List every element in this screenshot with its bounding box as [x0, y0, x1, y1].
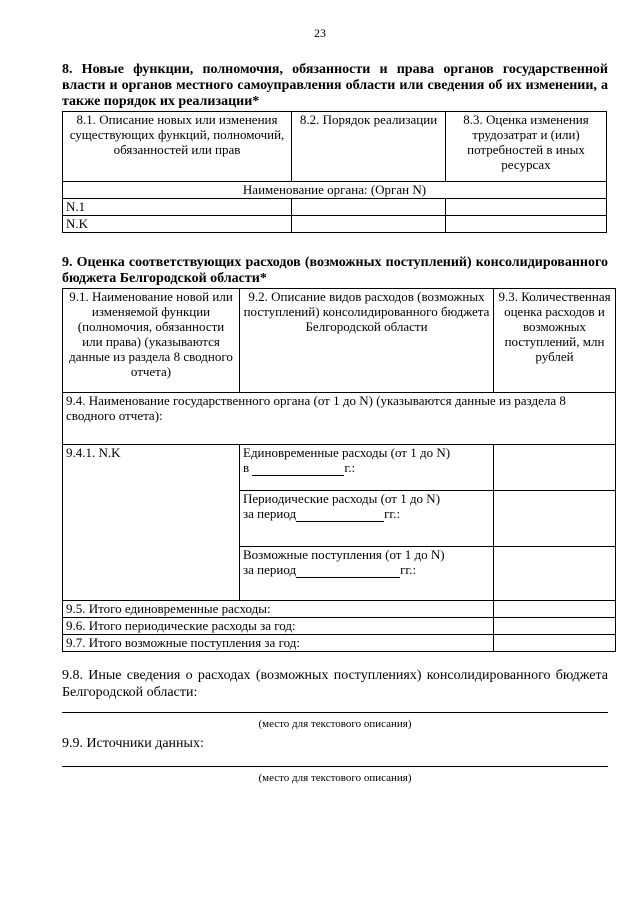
paragraph-9-9: 9.9. Источники данных:	[62, 736, 204, 751]
table-header-row	[63, 112, 607, 182]
item-cell: 9.4.1. N.K	[63, 445, 240, 601]
one-time-expenses-cell	[240, 445, 494, 491]
organ-name-cell: 9.4. Наименование государственного органа (от 1 до N) (указываются данные из раздела 8 сводного отчета):	[63, 393, 616, 445]
periodic-suffix: гг.:	[384, 506, 401, 521]
paragraph-9-8: 9.8. Иные сведения о расходах (возможных поступлениях) консолидированного бюджета Белгородской области:	[62, 668, 608, 700]
empty-cell	[494, 635, 616, 652]
table-row	[63, 445, 616, 491]
divider-line	[62, 712, 608, 713]
table-row	[63, 199, 607, 216]
empty-cell	[446, 199, 607, 216]
empty-cell	[494, 601, 616, 618]
caption-text-place-2: (место для текстового описания)	[258, 772, 412, 784]
section-8-heading: 8. Новые функции, полномочия, обязанности и права органов государственной власти и органов местного самоуправления области или сведения об их изменении, а также порядок их реализации*	[62, 62, 608, 109]
divider-line	[62, 766, 608, 767]
one-time-suffix: г.:	[344, 460, 356, 475]
table-header-row	[63, 289, 616, 393]
income-suffix: гг.:	[400, 562, 417, 577]
periodic-prefix: за период	[243, 506, 297, 521]
one-time-label: Единовременные расходы (от 1 до N)	[243, 445, 451, 460]
table-row	[63, 216, 607, 233]
total-one-time-cell: 9.5. Итого единовременные расходы:	[63, 601, 494, 618]
section-9-table	[62, 288, 616, 652]
section-8-table	[62, 111, 607, 233]
header-cell-8-2: 8.2. Порядок реализации	[292, 112, 446, 182]
empty-cell	[292, 216, 446, 233]
organ-row	[63, 393, 616, 445]
empty-cell	[494, 618, 616, 635]
periodic-label: Периодические расходы (от 1 до N)	[243, 491, 441, 506]
empty-cell	[292, 199, 446, 216]
organ-row	[63, 182, 607, 199]
row-label-nk: N.K	[63, 216, 292, 233]
section-9-heading: 9. Оценка соответствующих расходов (возможных поступлений) консолидированного бюджета Белгородской области*	[62, 255, 608, 286]
page-number: 23	[314, 26, 326, 40]
periodic-expenses-cell	[240, 491, 494, 547]
total-income-cell: 9.7. Итого возможные поступления за год:	[63, 635, 494, 652]
row-label-n1: N.1	[63, 199, 292, 216]
header-cell-9-2: 9.2. Описание видов расходов (возможных поступлений) консолидированного бюджета Белгородской области	[240, 289, 494, 393]
one-time-prefix: в	[243, 460, 250, 475]
income-prefix: за период	[243, 562, 297, 577]
empty-cell	[446, 216, 607, 233]
total-row	[63, 618, 616, 635]
total-row	[63, 601, 616, 618]
header-cell-8-1: 8.1. Описание новых или изменения существующих функций, полномочий, обязанностей или прав	[63, 112, 292, 182]
header-cell-8-3: 8.3. Оценка изменения трудозатрат и (или) потребностей в иных ресурсах	[446, 112, 607, 182]
header-cell-9-1: 9.1. Наименование новой или изменяемой функции (полномочия, обязанности или права) (указываются данные из раздела 8 сводного отчета)	[63, 289, 240, 393]
total-row	[63, 635, 616, 652]
header-cell-9-3: 9.3. Количественная оценка расходов и возможных поступлений, млн рублей	[494, 289, 616, 393]
organ-name-cell: Наименование органа: (Орган N)	[63, 182, 607, 199]
income-cell	[240, 547, 494, 601]
empty-cell	[494, 445, 616, 491]
empty-cell	[494, 547, 616, 601]
caption-text-place-1: (место для текстового описания)	[258, 718, 412, 730]
empty-cell	[494, 491, 616, 547]
income-label: Возможные поступления (от 1 до N)	[243, 547, 445, 562]
total-periodic-cell: 9.6. Итого периодические расходы за год:	[63, 618, 494, 635]
